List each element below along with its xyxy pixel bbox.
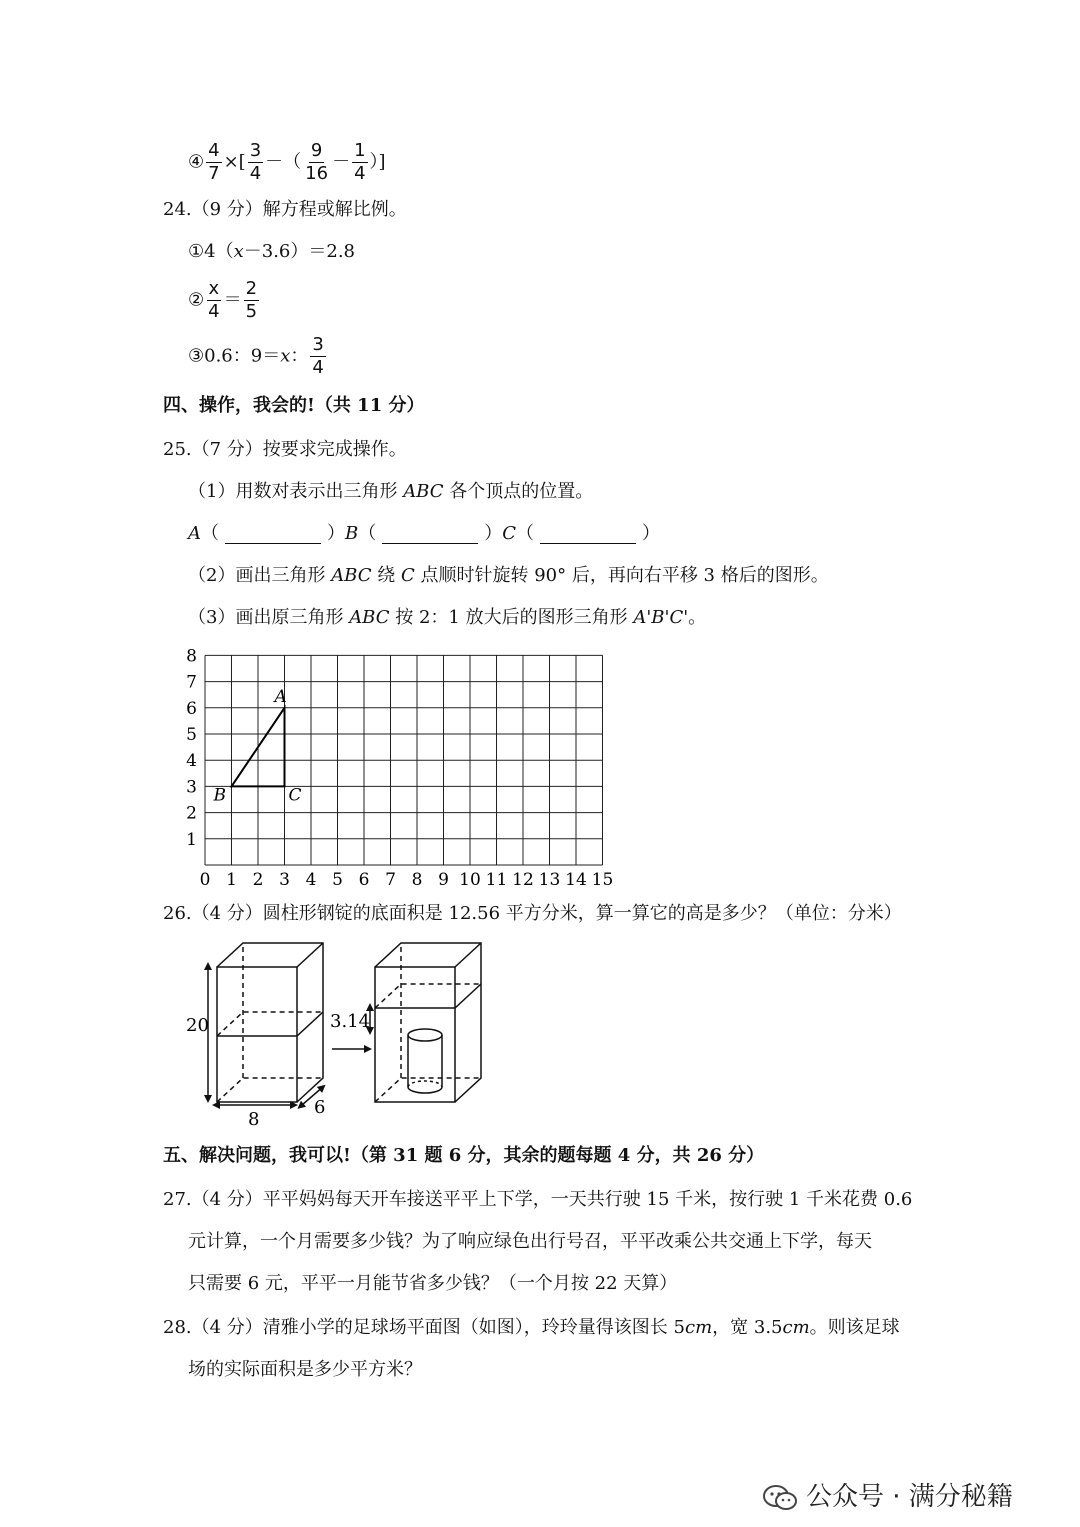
- numerator: 1: [354, 140, 366, 161]
- water-line: [217, 1012, 323, 1036]
- q28-line-2: 场的实际面积是多少平方米？: [188, 1359, 422, 1380]
- denominator: 16: [305, 163, 329, 184]
- fraction: [352, 140, 367, 185]
- q27-line-1: 27.（4 分）平平妈妈每天开车接送平平上下学，一天共行驶 15 千米，按行驶 1 千米花费 0.6: [163, 1189, 913, 1210]
- x-tick-label: 6: [358, 870, 370, 890]
- unit: cm: [684, 1317, 713, 1338]
- x-tick-label: 5: [332, 870, 343, 890]
- variable: x: [280, 345, 291, 367]
- item-marker: ④: [188, 151, 205, 173]
- x-tick-label: 7: [385, 870, 396, 890]
- q25-blanks: [188, 522, 660, 546]
- paren: ）: [642, 523, 661, 544]
- denominator: 5: [245, 301, 258, 322]
- vertex-label: B: [345, 523, 359, 544]
- item-marker: ②: [188, 289, 205, 311]
- wechat-icon: [762, 1484, 798, 1512]
- item-text: ③0.6：9＝: [188, 345, 281, 367]
- fraction: [206, 140, 221, 185]
- denominator: 7: [208, 163, 220, 184]
- vertex-label: A: [188, 523, 201, 544]
- text: 28.（4 分）清雅小学的足球场平面图（如图），玲玲量得该图长 5: [163, 1317, 685, 1338]
- unit: cm: [782, 1317, 810, 1338]
- q25-part-2: [188, 564, 829, 588]
- x-tick-label: 8: [411, 870, 423, 890]
- numerator: x: [208, 278, 220, 299]
- text: 。则该足球: [809, 1317, 900, 1338]
- paren: （: [516, 523, 535, 544]
- vertex-b-label: B: [213, 785, 226, 806]
- cuboid-front-face: [217, 967, 297, 1102]
- x-tick-label: 13: [538, 870, 561, 890]
- operator: ＝: [223, 289, 242, 311]
- q24-item-2: [188, 278, 261, 323]
- vertex-a-label: A: [274, 686, 287, 707]
- fraction: [310, 334, 325, 379]
- q25-part-1: [188, 480, 593, 504]
- operator: ×[: [223, 151, 246, 173]
- y-tick-label: 5: [186, 725, 197, 745]
- q24-item-1: [188, 240, 355, 264]
- x-tick-label: 11: [485, 870, 508, 890]
- x-tick-label: 10: [459, 870, 481, 890]
- vertex-label: C: [502, 523, 517, 544]
- item-text: ①4（: [188, 241, 234, 262]
- fraction: [303, 140, 330, 185]
- y-tick-label: 4: [186, 751, 197, 772]
- width-label: 8: [248, 1109, 260, 1130]
- numerator: 4: [208, 140, 220, 161]
- text: ，宽 3.5: [712, 1317, 783, 1338]
- q24-item-3: [188, 334, 328, 379]
- cylinder-top: [408, 1029, 442, 1041]
- q27-line-2: 元计算，一个月需要多少钱？为了响应绿色出行号召，平平改乘公共交通上下学，每天: [188, 1231, 872, 1252]
- x-tick-label: 0: [199, 870, 211, 890]
- numerator: 3: [312, 334, 324, 355]
- q25-heading: 25.（7 分）按要求完成操作。: [163, 439, 407, 460]
- section-5-title: 五、解决问题，我可以!（第 31 题 6 分，其余的题每题 4 分，共 26 分）: [163, 1145, 765, 1166]
- text: 。: [688, 607, 707, 628]
- watermark-text: 公众号 · 满分秘籍: [806, 1482, 1013, 1512]
- text: 各个顶点的位置。: [443, 481, 594, 502]
- q27-line-3: 只需要 6 元，平平一月能节省多少钱？（一个月按 22 天算）: [188, 1273, 678, 1294]
- y-tick-label: 6: [186, 698, 197, 719]
- x-tick-label: 1: [226, 870, 237, 890]
- paren: （: [201, 523, 219, 544]
- x-tick-label: 3: [279, 870, 290, 890]
- x-tick-label: 15: [591, 870, 614, 890]
- fraction: [206, 278, 221, 323]
- operator: －: [332, 151, 351, 173]
- text: 绕: [371, 565, 401, 586]
- vertex-c-label: C: [288, 785, 302, 806]
- answer-blank-b[interactable]: [382, 525, 478, 544]
- item-text: －3.6）＝2.8: [243, 241, 356, 262]
- y-tick-label: 1: [186, 829, 197, 850]
- rise-label: 3.14: [330, 1011, 371, 1032]
- text: （2）画出三角形: [188, 565, 332, 586]
- x-tick-label: 2: [252, 870, 264, 890]
- watermark: [762, 1476, 1013, 1513]
- section-4-title: 四、操作，我会的!（共 11 分）: [163, 395, 425, 416]
- fraction: [248, 140, 263, 185]
- text: 点顺时针旋转 90° 后，再向右平移 3 格后的图形。: [414, 565, 829, 586]
- fraction: [244, 278, 259, 323]
- variable: x: [233, 241, 244, 262]
- paren: ）: [327, 523, 345, 544]
- variable: ABC: [349, 607, 390, 628]
- operator: －（: [265, 151, 302, 173]
- variable: ABC: [403, 481, 444, 502]
- q25-part-3: [188, 606, 706, 630]
- variable: ABC: [331, 565, 372, 586]
- y-tick-label: 7: [186, 672, 197, 693]
- q26-heading: 26.（4 分）圆柱形钢锭的底面积是 12.56 平方分米，算一算它的高是多少？（单位：分米）: [163, 903, 902, 924]
- denominator: 4: [208, 301, 220, 322]
- text: 按 2：1 放大后的图形三角形: [389, 607, 634, 628]
- paren: ）: [484, 523, 503, 544]
- answer-blank-c[interactable]: [540, 525, 636, 544]
- variable: C: [400, 565, 415, 586]
- cuboid-diagram: [180, 935, 510, 1130]
- text: （3）画出原三角形: [188, 607, 350, 628]
- coordinate-grid[interactable]: [180, 640, 640, 892]
- numerator: 3: [249, 140, 262, 161]
- x-tick-label: 14: [565, 870, 587, 890]
- y-tick-label: 2: [186, 803, 197, 824]
- operator: ）]: [369, 151, 386, 173]
- height-label: 20: [186, 1015, 209, 1036]
- numerator: 9: [310, 140, 323, 161]
- answer-blank-a[interactable]: [225, 525, 321, 544]
- numerator: 2: [245, 278, 258, 299]
- x-tick-label: 12: [512, 870, 534, 890]
- operator: ：: [290, 345, 309, 367]
- variable: A'B'C': [633, 607, 689, 628]
- denominator: 4: [249, 163, 262, 184]
- paren: （: [358, 523, 377, 544]
- y-tick-label: 3: [186, 777, 197, 798]
- denominator: 4: [354, 163, 366, 184]
- x-tick-label: 9: [438, 870, 449, 890]
- q28-line-1: [163, 1316, 900, 1340]
- expression-q23-4: [188, 140, 386, 185]
- denominator: 4: [312, 357, 324, 378]
- q24-heading: 24.（9 分）解方程或解比例。: [163, 199, 407, 220]
- depth-label: 6: [314, 1097, 326, 1118]
- y-tick-label: 8: [186, 646, 197, 667]
- text: （1）用数对表示出三角形: [188, 481, 404, 502]
- x-tick-label: 4: [305, 870, 317, 890]
